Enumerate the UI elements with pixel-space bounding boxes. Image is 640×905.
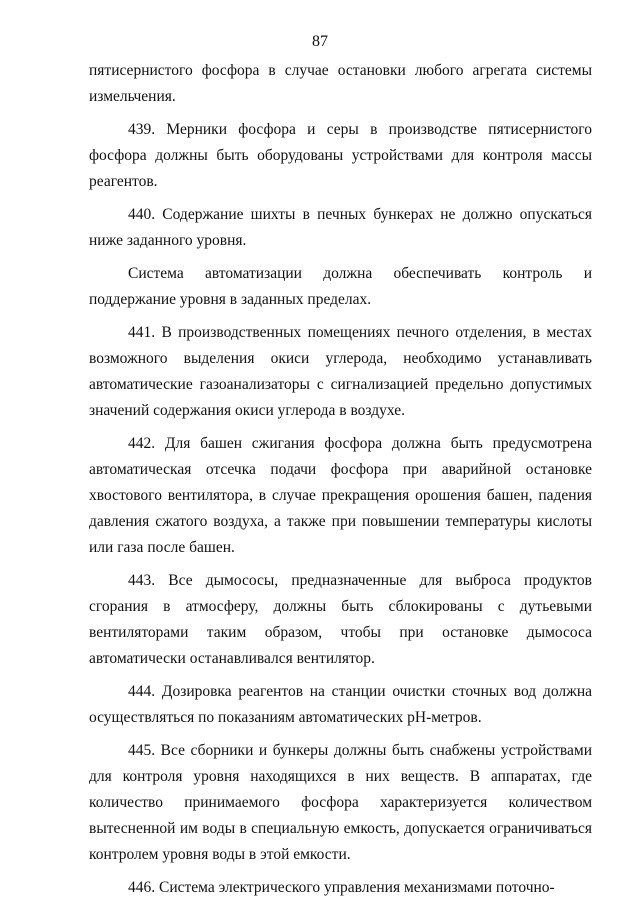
paragraph-446: 446. Система электрического управления механизмами поточно- <box>128 879 555 896</box>
paragraph-440: 440. Содержание шихты в печных бункерах не должно опускаться ниже заданного уровня. <box>89 206 592 249</box>
paragraph-continuation: пятисернистого фосфора в случае остановки любого агрегата системы измельчения. <box>89 62 592 105</box>
paragraph-automation-system: Система автоматизации должна обеспечивать контроль и поддержание уровня в заданных пределах. <box>89 265 592 308</box>
paragraph-443: 443. Все дымососы, предназначенные для выброса продуктов сгорания в атмосферу, должны быть сблокированы с дутьевыми вентиляторами таким образом, чтобы при остановке дымососа автоматически останавливался вентилятор. <box>89 572 592 667</box>
page-number: 87 <box>312 33 328 50</box>
paragraph-445: 445. Все сборники и бункеры должны быть снабжены устройствами для контроля уровня находящихся в них веществ. В аппаратах, где количество принимаемого фосфора характеризуется количеством вытесненной им воды в специальную емкость, допускается ограничиваться контролем уровня воды в этой емкости. <box>89 742 592 863</box>
paragraph-442: 442. Для башен сжигания фосфора должна быть предусмотрена автоматическая отсечка подачи фосфора при аварийной остановке хвостового вентилятора, в случае прекращения орошения башен, падения давления сжатого воздуха, а также при повышении температуры кислоты или газа после башен. <box>89 435 592 556</box>
paragraph-439: 439. Мерники фосфора и серы в производстве пятисернистого фосфора должны быть оборудованы устройствами для контроля массы реагентов. <box>89 121 592 190</box>
paragraph-441: 441. В производственных помещениях печного отделения, в местах возможного выделения окиси углерода, необходимо устанавливать автоматические газоанализаторы с сигнализацией предельно допустимых значений содержания окиси углерода в воздухе. <box>89 324 592 419</box>
document-body <box>89 58 592 901</box>
paragraph-444: 444. Дозировка реагентов на станции очистки сточных вод должна осуществляться по показаниям автоматических pH-метров. <box>89 683 592 726</box>
